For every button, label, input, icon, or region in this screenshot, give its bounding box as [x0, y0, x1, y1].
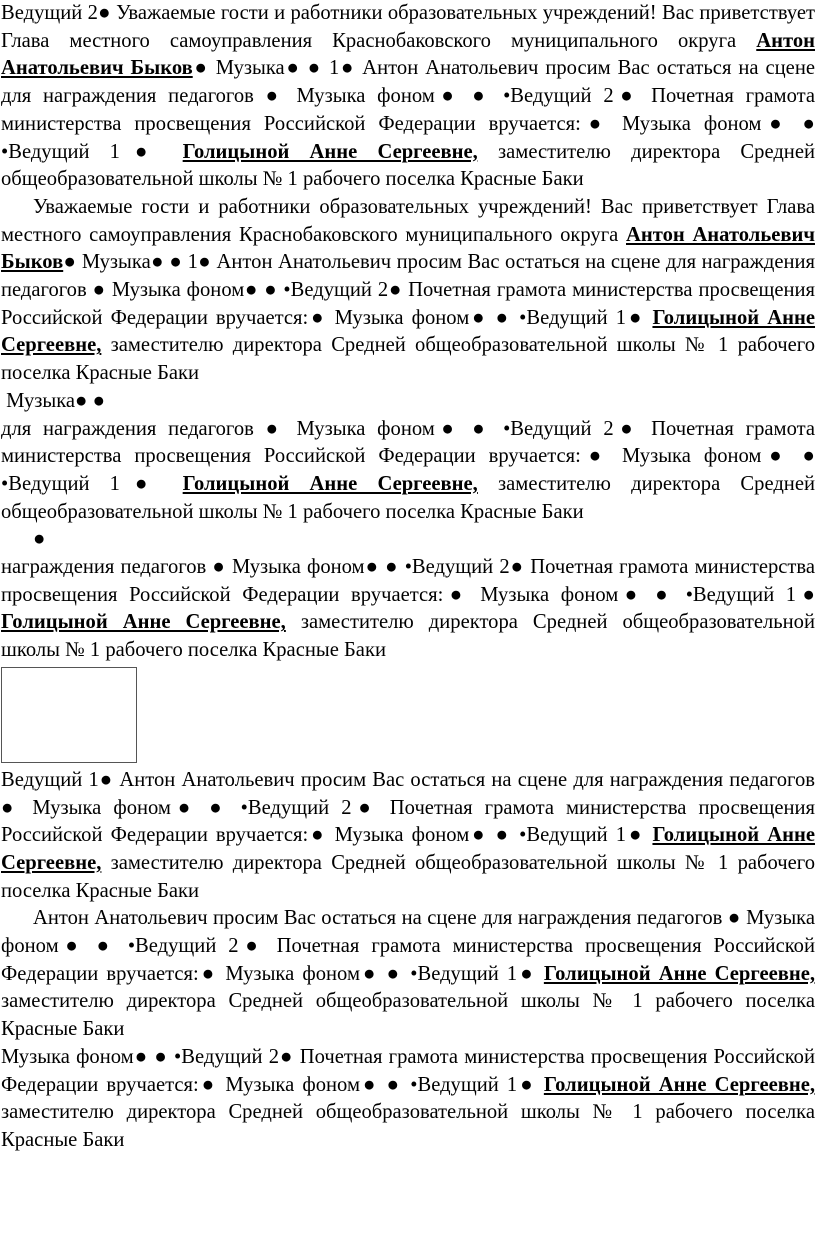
text-run: ● Музыка● ● 1● Антон Анатольевич просим Вас остаться на сцене для награждения педагогов ● Музыка фоном● ● •Ведущий 2● Почетная грамота министерства просвещения Российской Федерации вручается:● Музыка фоном● ● •Ведущий 1●: [1, 251, 815, 329]
text-run: Ведущий 1● Антон Анатольевич просим Вас остаться на сцене для награждения педагогов ● Музыка фоном● ● •Ведущий 2● Почетная грамота министерства просвещения Российской Федерации вручается:● Музыка фоном● ● •Ведущий 1●: [1, 768, 815, 847]
paragraph-2: [0, 194, 816, 388]
text-run: заместителю директора Средней общеобразовательной школы № 1 рабочего поселка Красные Баки: [1, 1101, 815, 1151]
bold-underlined-name: Голицыной Анне Сергеевне,: [1, 611, 286, 634]
text-run: Ведущий 2● Уважаемые гости и работники образовательных учреждений! Вас приветствует Глава местного самоуправления Краснобаковского муниципального округа: [1, 2, 815, 52]
bold-underlined-name: Голицыной Анне Сергеевне,: [543, 962, 815, 985]
text-run: заместителю директора Средней общеобразовательной школы № 1 рабочего поселка Красные Баки: [1, 851, 815, 902]
text-run: для награждения педагогов ● Музыка фоном● ● •Ведущий 2● Почетная грамота министерства просвещения Российской Федерации вручается:● Музыка фоном● ● •Ведущий 1●: [1, 417, 815, 495]
text-run: Антон Анатольевич просим Вас остаться на сцене для награждения педагогов ● Музыка фоном● ● •Ведущий 2● Почетная грамота министерства просвещения Российской Федерации вручается:● Музыка фоном● ● •Ведущий 1●: [1, 907, 815, 985]
paragraph-1: [0, 0, 816, 194]
image-placeholder: [1, 667, 137, 763]
text-run: награждения педагогов ● Музыка фоном● ● •Ведущий 2● Почетная грамота министерства просвещения Российской Федерации вручается:● Музыка фоном● ● •Ведущий 1●: [1, 556, 815, 606]
paragraph-8: [0, 905, 816, 1044]
text-run: Уважаемые гости и работники образовательных учреждений! Вас приветствует Глава местного самоуправления Краснобаковского муниципального округа: [1, 195, 815, 246]
text-run: заместителю директора Средней общеобразовательной школы № 1 рабочего поселка Красные Баки: [1, 990, 815, 1041]
text-run: ● Музыка● ● 1● Антон Анатольевич просим Вас остаться на сцене для награждения педагогов ● Музыка фоном● ● •Ведущий 2● Почетная грамота министерства просвещения Российской Федерации вручается:● Музыка фоном● ● •Ведущий 1●: [1, 57, 815, 163]
text-run: Музыка фоном● ● •Ведущий 2● Почетная грамота министерства просвещения Российской Федерации вручается:● Музыка фоном● ● •Ведущий 1●: [1, 1045, 815, 1096]
paragraph-4: [0, 416, 816, 527]
bold-underlined-name: Голицыной Анне Сергеевне,: [1, 824, 816, 874]
text-run: заместителю директора Средней общеобразовательной школы № 1 рабочего поселка Красные Баки: [1, 334, 815, 385]
paragraph-9: [0, 1044, 816, 1155]
paragraph-7: [0, 767, 816, 906]
text-run: заместителю директора Средней общеобразовательной школы № 1 рабочего поселка Красные Баки: [1, 611, 815, 662]
paragraph-3: Музыка● ●: [1, 389, 106, 412]
bold-underlined-name: Антон Анатольевич Быков: [1, 223, 815, 274]
bold-underlined-name: Антон Анатольевич Быков: [1, 29, 815, 80]
bold-underlined-name: Голицыной Анне Сергеевне,: [1, 306, 816, 357]
bold-underlined-name: Голицыной Анне Сергеевне,: [543, 1073, 815, 1096]
bold-underlined-name: Голицыной Анне Сергеевне,: [182, 472, 478, 495]
paragraph-5: ●: [33, 528, 46, 551]
bold-underlined-name: Голицыной Анне Сергеевне,: [182, 140, 478, 163]
text-run: заместителю директора Средней общеобразовательной школы № 1 рабочего поселка Красные Баки: [1, 472, 815, 523]
text-run: заместителю директора Средней общеобразовательной школы № 1 рабочего поселка Красные Баки: [1, 140, 815, 191]
paragraph-6: [0, 554, 816, 665]
